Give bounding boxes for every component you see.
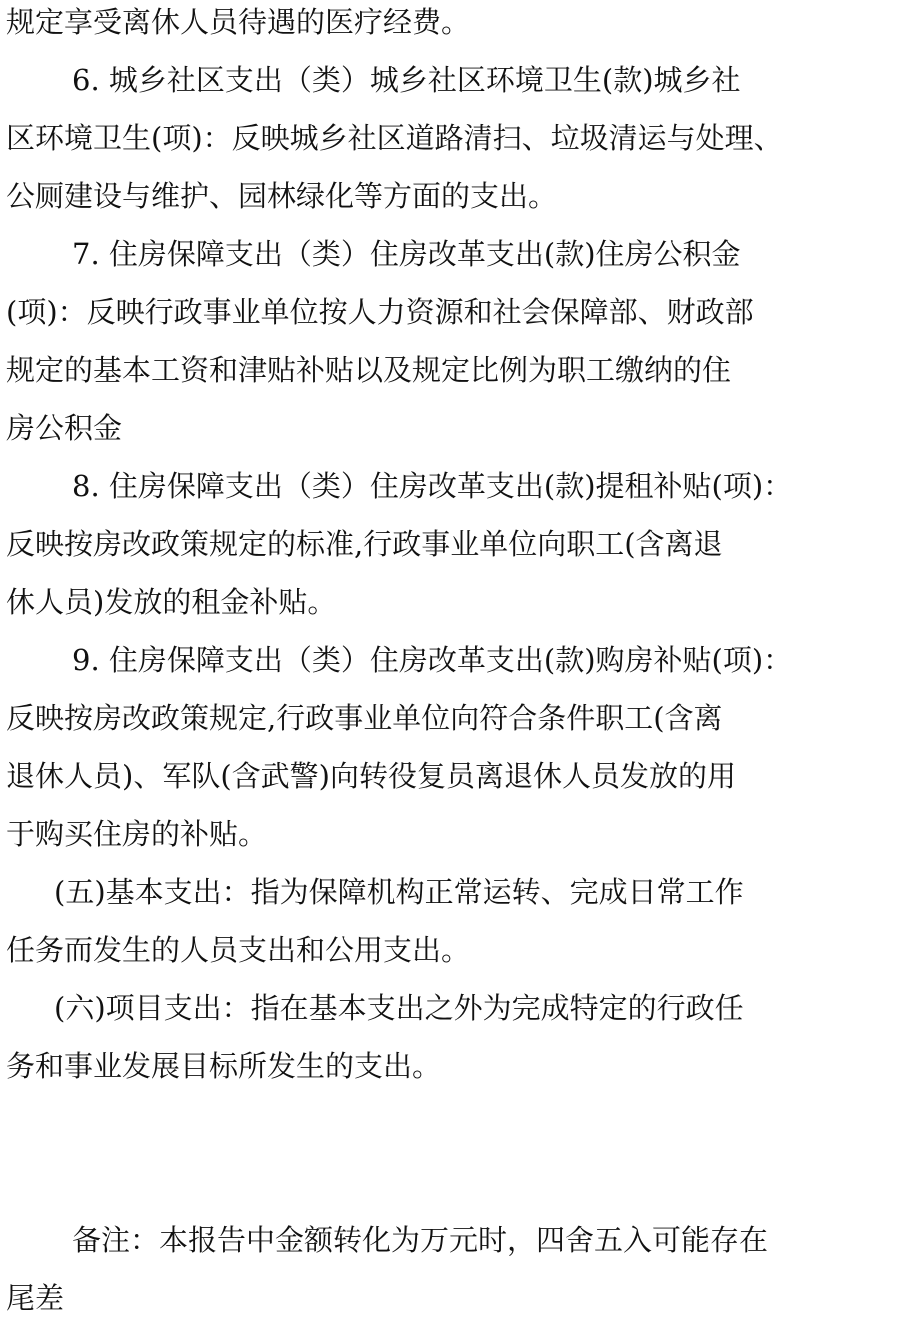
paragraph-8-line-3: 休人员)发放的租金补贴。 bbox=[6, 585, 337, 619]
paragraph-7-line-3: 规定的基本工资和津贴补贴以及规定比例为职工缴纳的住 bbox=[6, 353, 732, 387]
project-expenditure-line-2: 务和事业发展目标所发生的支出。 bbox=[6, 1049, 442, 1083]
paragraph-7-line-2: (项)：反映行政事业单位按人力资源和社会保障部、财政部 bbox=[6, 295, 754, 329]
paragraph-9-line-3: 退休人员)、军队(含武警)向转役复员离退休人员发放的用 bbox=[6, 759, 736, 793]
paragraph-7-line-1: 7. 住房保障支出（类）住房改革支出(款)住房公积金 bbox=[72, 237, 741, 271]
paragraph-7-line-4: 房公积金 bbox=[6, 411, 123, 445]
paragraph-6-line-3: 公厕建设与维护、园林绿化等方面的支出。 bbox=[6, 179, 558, 213]
paragraph-9-line-4: 于购买住房的补贴。 bbox=[6, 817, 268, 851]
project-expenditure-line-1: (六)项目支出：指在基本支出之外为完成特定的行政任 bbox=[54, 991, 744, 1025]
paragraph-8-line-2: 反映按房改政策规定的标准,行政事业单位向职工(含离退 bbox=[6, 527, 723, 561]
basic-expenditure-line-1: (五)基本支出：指为保障机构正常运转、完成日常工作 bbox=[54, 875, 744, 909]
basic-expenditure-line-2: 任务而发生的人员支出和公用支出。 bbox=[6, 933, 471, 967]
paragraph-9-line-1: 9. 住房保障支出（类）住房改革支出(款)购房补贴(项)： bbox=[72, 643, 793, 677]
paragraph-9-line-2: 反映按房改政策规定,行政事业单位向符合条件职工(含离 bbox=[6, 701, 723, 735]
note-line-1: 备注：本报告中金额转化为万元时，四舍五入可能存在 bbox=[72, 1223, 769, 1257]
paragraph-8-line-1: 8. 住房保障支出（类）住房改革支出(款)提租补贴(项)： bbox=[72, 469, 793, 503]
text-line: 规定享受离休人员待遇的医疗经费。 bbox=[6, 5, 471, 39]
paragraph-6-line-1: 6. 城乡社区支出（类）城乡社区环境卫生(款)城乡社 bbox=[72, 63, 741, 97]
paragraph-6-line-2: 区环境卫生(项)：反映城乡社区道路清扫、垃圾清运与处理、 bbox=[6, 121, 783, 155]
note-line-2: 尾差 bbox=[6, 1281, 65, 1315]
